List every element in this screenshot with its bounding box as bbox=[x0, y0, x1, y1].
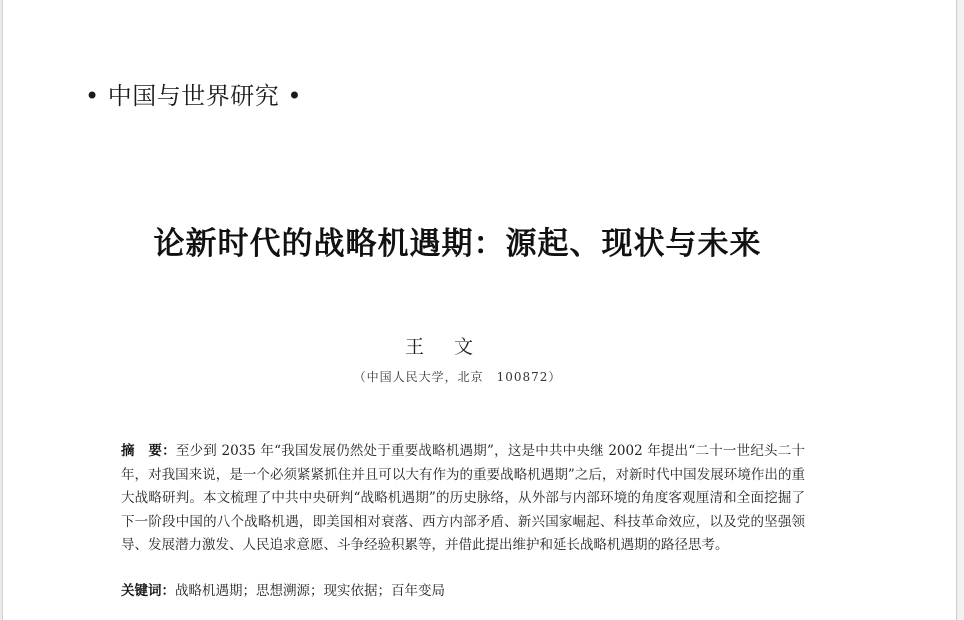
author-name: 王文 bbox=[404, 336, 503, 358]
author-affiliation: （中国人民大学，北京 100872） bbox=[353, 370, 562, 384]
scrollbar[interactable] bbox=[958, 0, 964, 620]
abstract-paragraph bbox=[121, 440, 805, 558]
abstract-text: 至少到 2035 年“我国发展仍然处于重要战略机遇期”，这是中共中央继 2002 年提出“二十一世纪头二十年，对我国来说，是一个必须紧紧抓住并且可以大有作为的重要战略机遇期”之后，对新时代中国发展环境作出的重大战略研判。本文梳理了中共中央研判“战略机遇期”的历史脉络，从外部与内部环境的角度客观厘清和全面挖掘了下一阶段中国的八个战略机遇，即美国相对衰落、西方内部矛盾、新兴国家崛起、科技革命效应，以及党的坚强领导、发展潜力激发、人民追求意愿、斗争经验积累等，并借此提出维护和延长战略机遇期的路径思考。 bbox=[121, 443, 805, 553]
keywords-text: 战略机遇期；思想溯源；现实依据；百年变局 bbox=[175, 583, 445, 599]
keywords-line bbox=[121, 580, 805, 603]
column-tag: • 中国与世界研究 • bbox=[85, 82, 303, 110]
keywords-label: 关键词： bbox=[121, 583, 175, 599]
document-page bbox=[2, 0, 957, 620]
article-title: 论新时代的战略机遇期：源起、现状与未来 bbox=[153, 226, 762, 262]
abstract-label: 摘 要： bbox=[121, 443, 176, 459]
